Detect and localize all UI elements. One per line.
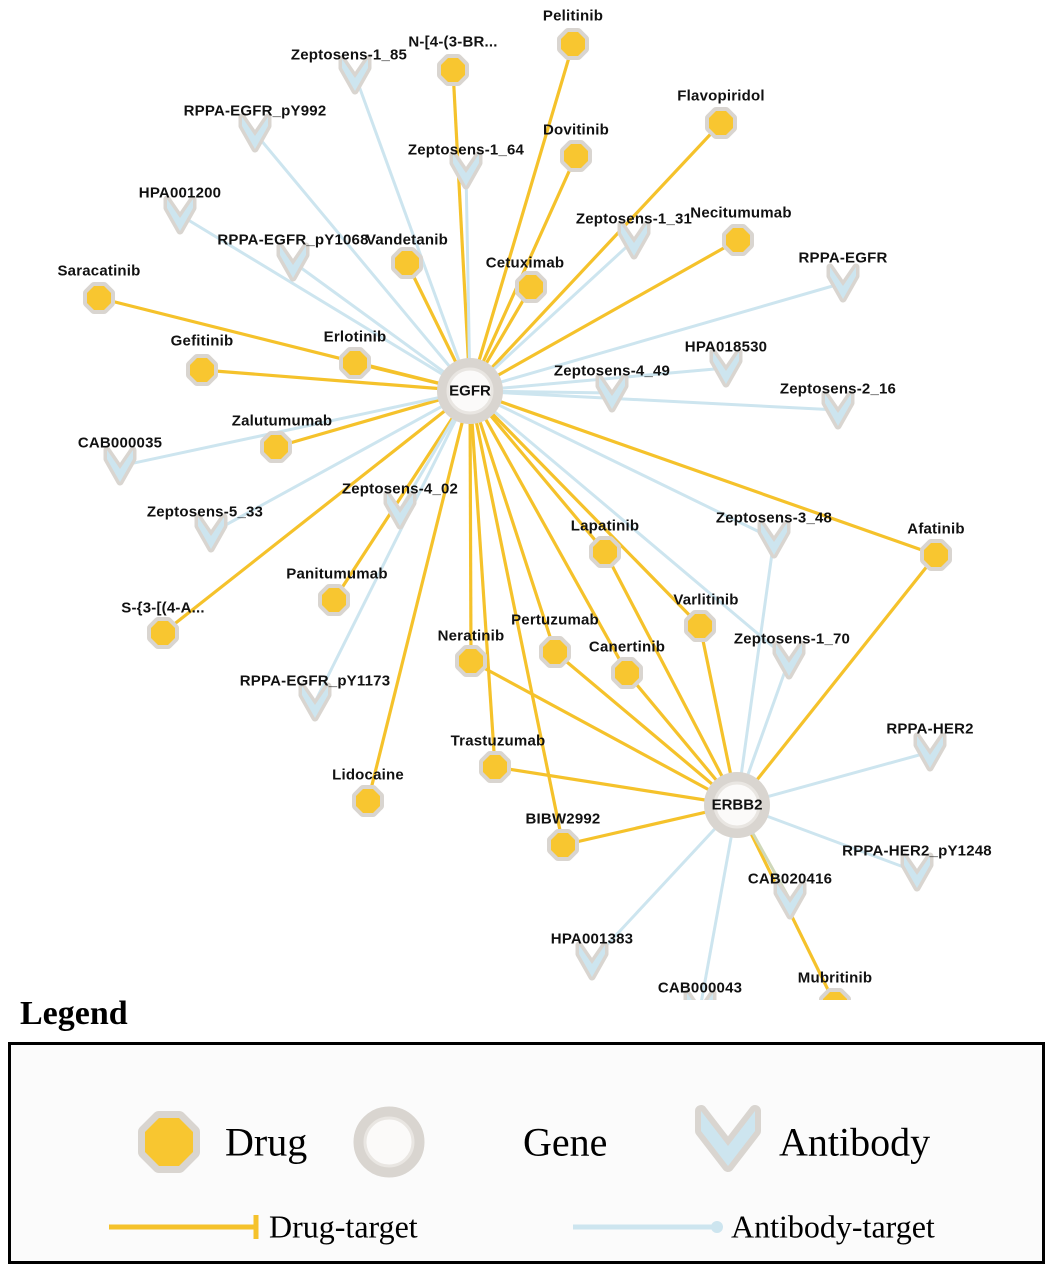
legend-panel <box>8 1042 1045 1264</box>
graph-node-antibody[interactable] <box>280 246 306 278</box>
graph-node-antibody[interactable] <box>107 450 133 482</box>
node-label: Erlotinib <box>323 328 387 346</box>
drug-node-body <box>688 614 712 638</box>
drug-node-body <box>343 351 367 375</box>
graph-node-drug[interactable] <box>459 649 483 673</box>
node-label: Zeptosens-2_16 <box>779 380 897 398</box>
legend-antibody-edge <box>573 1221 723 1233</box>
legend-antibody-icon <box>701 1111 755 1166</box>
legend-drug-icon <box>145 1118 193 1166</box>
graph-node-drug[interactable] <box>823 992 847 1000</box>
node-label: Canertinib <box>588 638 666 656</box>
drug-node-body <box>356 789 380 813</box>
graph-node-drug[interactable] <box>395 251 419 275</box>
legend-label-antibody: Antibody <box>779 1119 931 1165</box>
drug-node-body <box>615 661 639 685</box>
node-label: Zeptosens-3_48 <box>715 509 833 527</box>
drug-node-body <box>519 275 543 299</box>
drug-node-body <box>726 228 750 252</box>
graph-node-antibody[interactable] <box>917 736 943 768</box>
graph-edge <box>470 391 471 661</box>
graph-node-antibody[interactable] <box>904 856 930 888</box>
legend-title: Legend <box>20 995 128 1032</box>
drug-node-body <box>459 649 483 673</box>
drug-node-body <box>564 144 588 168</box>
graph-edge <box>470 391 700 626</box>
graph-node-antibody[interactable] <box>761 523 787 555</box>
graph-node-drug[interactable] <box>564 144 588 168</box>
drug-node-body <box>190 358 214 382</box>
drug-node-body <box>561 32 585 56</box>
graph-node-drug[interactable] <box>264 435 288 459</box>
drug-node-body <box>264 435 288 459</box>
graph-node-drug[interactable] <box>593 540 617 564</box>
graph-node-drug[interactable] <box>343 351 367 375</box>
graph-node-drug[interactable] <box>543 640 567 664</box>
legend-label-drug: Drug <box>225 1119 308 1165</box>
node-label: Flavopiridol <box>677 87 765 105</box>
node-label: RPPA-HER2_pY1248 <box>842 842 992 860</box>
graph-node-drug[interactable] <box>322 588 346 612</box>
node-label: BIBW2992 <box>525 810 601 828</box>
drug-node-body <box>709 111 733 135</box>
node-label: Lidocaine <box>332 766 404 784</box>
node-label: Pertuzumab <box>511 611 599 629</box>
graph-node-drug[interactable] <box>561 32 585 56</box>
node-label: Lapatinib <box>570 517 640 535</box>
graph-node-antibody[interactable] <box>776 644 802 676</box>
graph-node-drug[interactable] <box>190 358 214 382</box>
graph-node-drug[interactable] <box>688 614 712 638</box>
node-label: Varlitinib <box>673 591 739 609</box>
drug-node-body <box>395 251 419 275</box>
node-label: RPPA-EGFR_pY1068 <box>217 231 369 249</box>
drug-node-body <box>151 621 175 645</box>
node-label: Afatinib <box>907 520 965 538</box>
legend-label-gene: Gene <box>523 1119 608 1165</box>
node-label: Mubritinib <box>797 969 873 987</box>
drug-node-body <box>551 833 575 857</box>
drug-node-body <box>924 543 948 567</box>
graph-node-drug[interactable] <box>483 755 507 779</box>
node-label: Necitumumab <box>690 204 792 222</box>
graph-node-antibody[interactable] <box>453 154 479 186</box>
node-label: Dovitinib <box>543 121 609 139</box>
drug-node-body <box>322 588 346 612</box>
graph-node-drug[interactable] <box>709 111 733 135</box>
graph-node-drug[interactable] <box>615 661 639 685</box>
node-label: Zeptosens-4_02 <box>341 480 459 498</box>
graph-node-drug[interactable] <box>441 58 465 82</box>
drug-node-body <box>483 755 507 779</box>
graph-node-antibody[interactable] <box>777 884 803 916</box>
graph-node-drug[interactable] <box>726 228 750 252</box>
legend-label-antibody-target: Antibody-target <box>731 1208 935 1245</box>
graph-node-drug[interactable] <box>551 833 575 857</box>
graph-node-drug[interactable] <box>519 275 543 299</box>
node-label: Zeptosens-1_31 <box>575 210 693 228</box>
node-label: Zeptosens-1_70 <box>733 630 851 648</box>
node-label: CAB000035 <box>77 434 163 452</box>
graph-node-antibody[interactable] <box>713 352 739 384</box>
graph-edge <box>466 170 470 391</box>
node-label: Zalutumumab <box>231 412 333 430</box>
graph-node-antibody[interactable] <box>302 686 328 718</box>
node-label: Pelitinib <box>542 7 604 25</box>
graph-node-drug[interactable] <box>924 543 948 567</box>
node-label: HPA001200 <box>138 184 222 202</box>
node-label: N-[4-(3-BR... <box>408 33 498 51</box>
graph-node-drug[interactable] <box>87 286 111 310</box>
node-label: Saracatinib <box>57 262 141 280</box>
node-label: CAB000043 <box>657 979 743 997</box>
node-label: Panitumumab <box>286 565 388 583</box>
node-label: RPPA-EGFR_pY992 <box>183 102 327 120</box>
node-label: Neratinib <box>437 627 505 645</box>
legend-drug-edge <box>109 1215 256 1239</box>
legend-label-drug-target: Drug-target <box>269 1208 418 1245</box>
node-label: HPA001383 <box>550 930 634 948</box>
graph-node-drug[interactable] <box>356 789 380 813</box>
node-label: HPA018530 <box>684 338 768 356</box>
node-label: RPPA-HER2 <box>886 720 974 738</box>
node-label: Cetuximab <box>485 254 565 272</box>
node-label: Vandetanib <box>365 231 449 249</box>
drug-node-body <box>543 640 567 664</box>
node-label: Zeptosens-4_49 <box>553 362 671 380</box>
node-label: RPPA-EGFR_pY1173 <box>239 672 391 690</box>
graph-node-drug[interactable] <box>151 621 175 645</box>
legend-gene-icon <box>359 1112 419 1172</box>
graph-node-antibody[interactable] <box>830 267 856 299</box>
node-label: S-{3-[(4-A... <box>121 599 205 617</box>
graph-node-antibody[interactable] <box>599 377 625 409</box>
node-label: CAB020416 <box>747 870 833 888</box>
drug-node-body <box>593 540 617 564</box>
graph-node-antibody[interactable] <box>198 517 224 549</box>
graph-node-antibody[interactable] <box>825 394 851 426</box>
node-label: EGFR <box>449 382 491 400</box>
graph-node-antibody[interactable] <box>621 224 647 256</box>
node-label: RPPA-EGFR <box>798 249 888 267</box>
node-label: Trastuzumab <box>450 732 546 750</box>
graph-node-antibody[interactable] <box>579 945 605 977</box>
graph-edge <box>470 44 573 391</box>
node-label: ERBB2 <box>711 796 763 814</box>
node-label: Gefitinib <box>170 332 234 350</box>
node-label: Zeptosens-1_64 <box>407 141 525 159</box>
graph-node-antibody[interactable] <box>342 59 368 91</box>
drug-node-body <box>441 58 465 82</box>
graph-edge <box>315 391 470 702</box>
node-label: Zeptosens-1_85 <box>290 46 408 64</box>
node-label: Zeptosens-5_33 <box>146 503 264 521</box>
drug-node-body <box>87 286 111 310</box>
graph-node-antibody[interactable] <box>167 199 193 231</box>
